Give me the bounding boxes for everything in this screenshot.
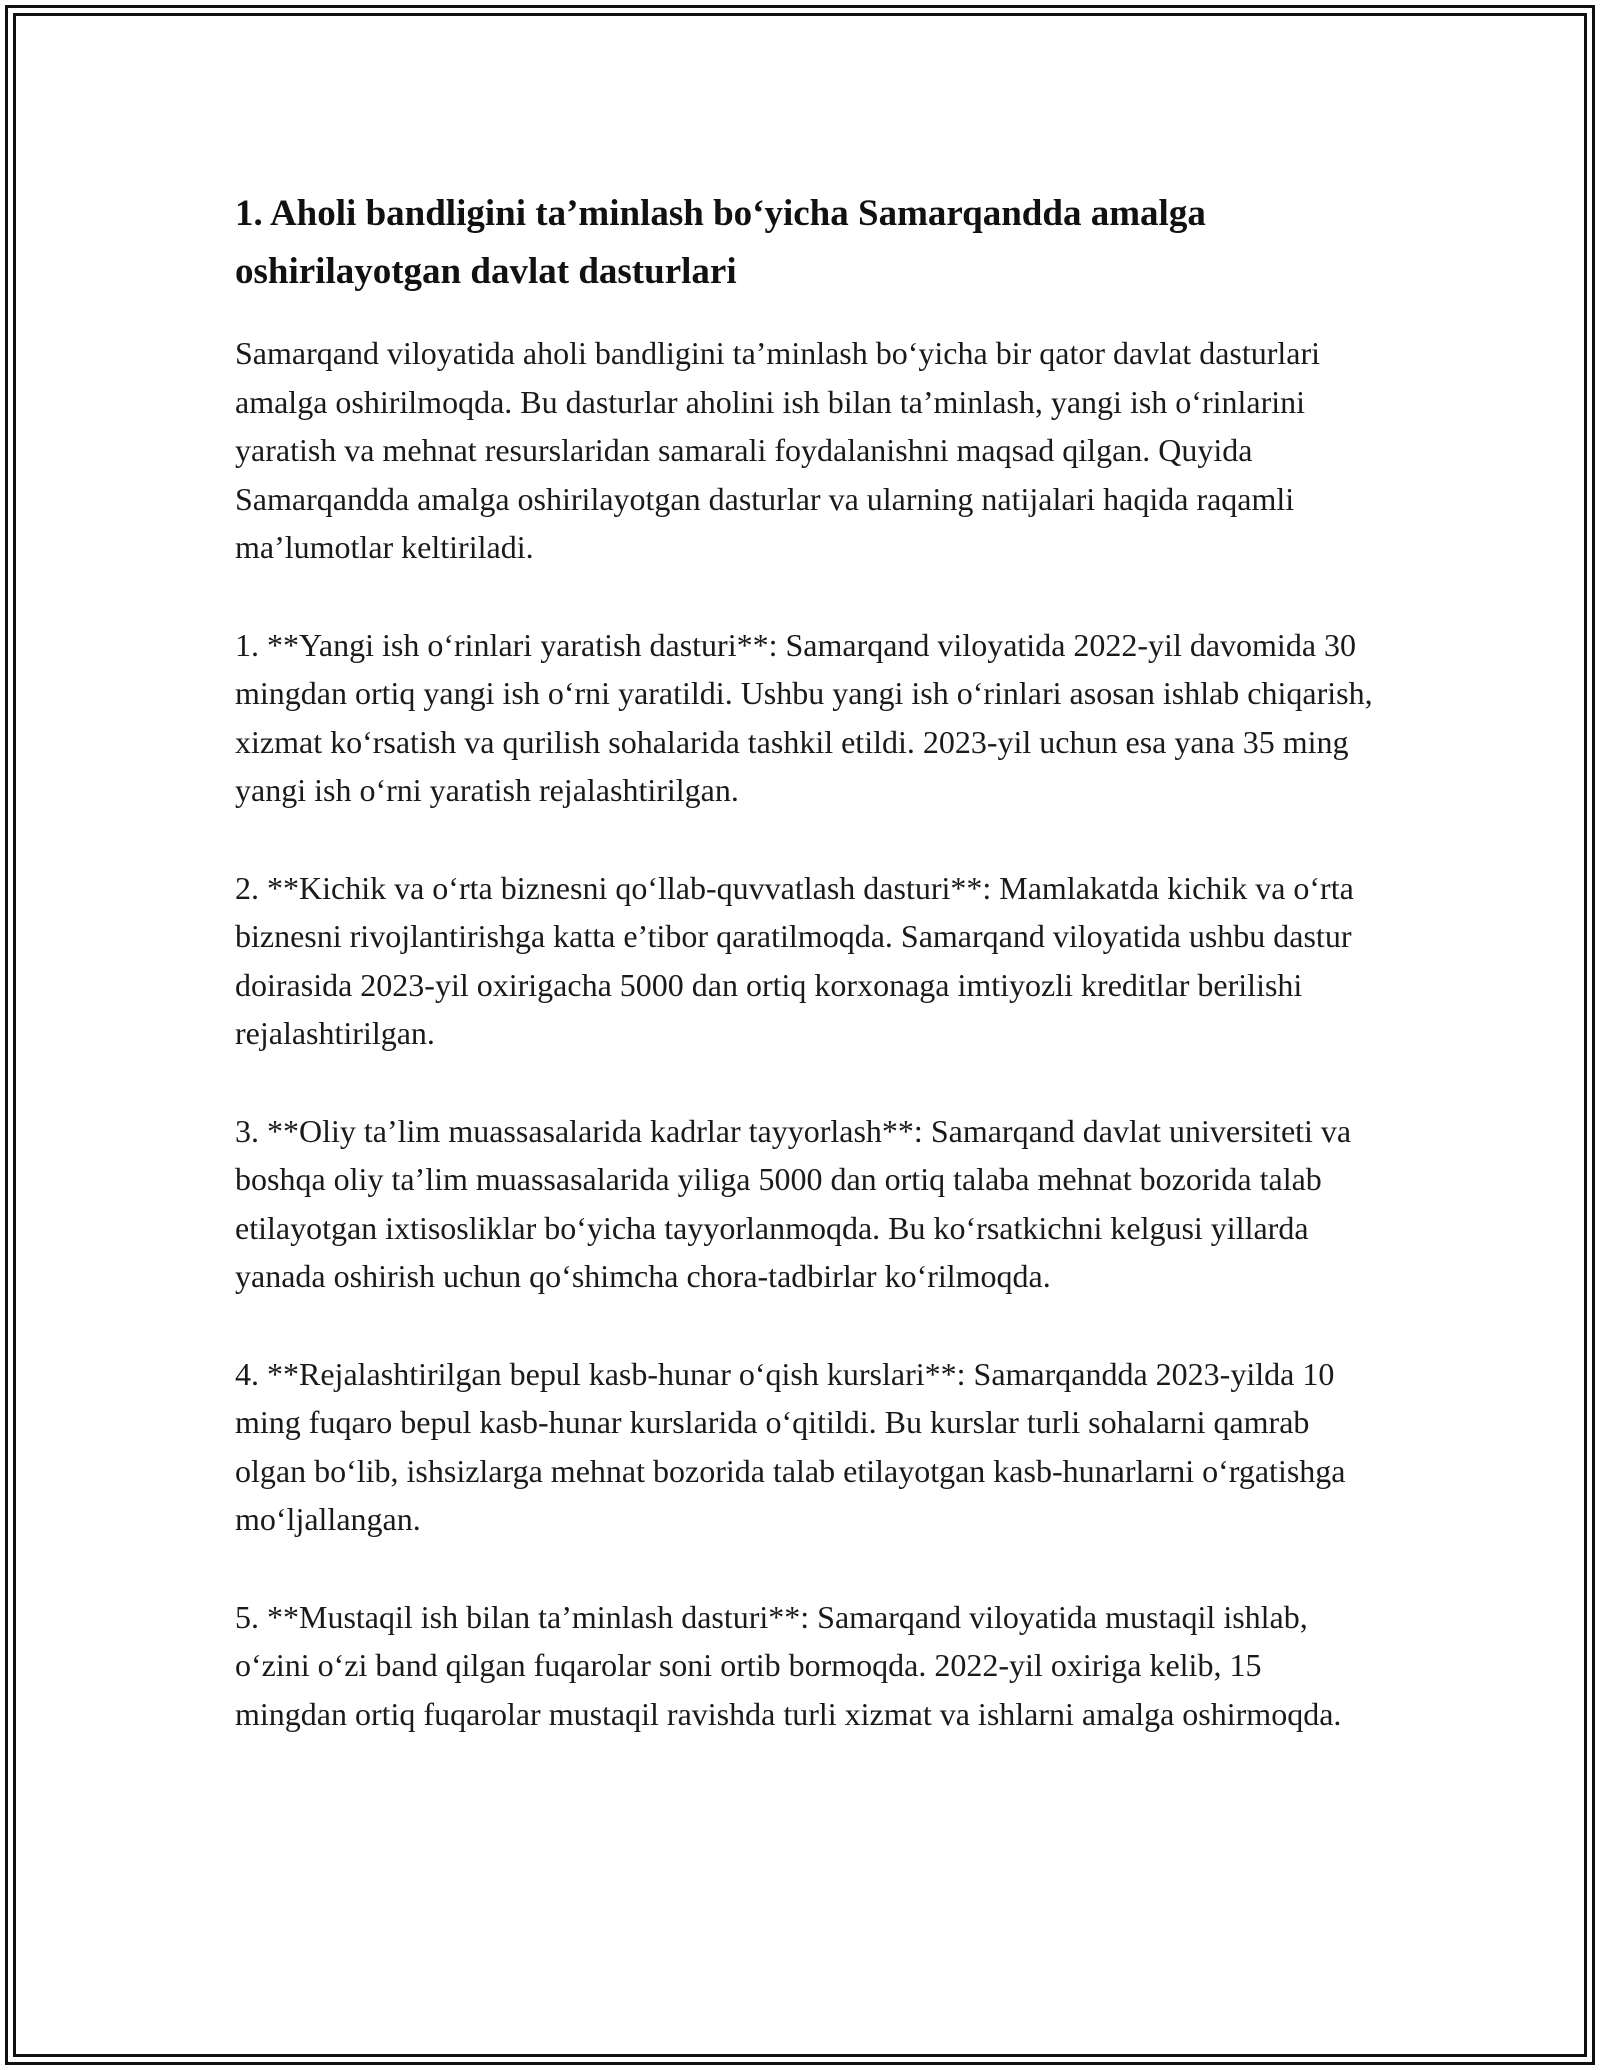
document-body bbox=[235, 185, 1375, 1738]
section-title: 1. Aholi bandligini ta’minlash bo‘yicha Samarqandda amalga oshirilayotgan davlat dasturlari bbox=[235, 193, 1206, 292]
intro-paragraph: Samarqand viloyatida aholi bandligini ta’minlash bo‘yicha bir qator davlat dasturlari amalga oshirilmoqda. Bu dasturlar aholini ish bilan ta’minlash, yangi ish o‘rinlarini yaratish va mehnat resurslaridan samarali foydalanishni maqsad qilgan. Quyida Samarqandda amalga oshirilayotgan dasturlar va ularning natijalari haqida raqamli ma’lumotlar keltiriladi. bbox=[235, 335, 1321, 565]
list-item-higher-education-program: 3. **Oliy ta’lim muassasalarida kadrlar tayyorlash**: Samarqand davlat universiteti va boshqa oliy ta’lim muassasalarida yiliga 5000 dan ortiq talaba mehnat bozorida talab etilayotgan ixtisosliklar bo‘yicha tayyorlanmoqda. Bu ko‘rsatkichni kelgusi yillarda yanada oshirish uchun qo‘shimcha chora-tadbirlar ko‘rilmoqda. bbox=[235, 1112, 1352, 1294]
list-item-self-employment-program: 5. **Mustaqil ish bilan ta’minlash dasturi**: Samarqand viloyatida mustaqil ishlab, o‘zini o‘zi band qilgan fuqarolar soni ortib bormoqda. 2022-yil oxiriga kelib, 15 mingdan ortiq fuqarolar mustaqil ravishda turli xizmat va ishlarni amalga oshirmoqda. bbox=[235, 1598, 1342, 1732]
list-item-vocational-courses-program: 4. **Rejalashtirilgan bepul kasb-hunar o‘qish kurslari**: Samarqandda 2023-yilda 10 ming fuqaro bepul kasb-hunar kurslarida o‘qitildi. Bu kurslar turli sohalarni qamrab olgan bo‘lib, ishsizlarga mehnat bozorida talab etilayotgan kasb-hunarlarni o‘rgatishga mo‘ljallangan. bbox=[235, 1355, 1346, 1537]
list-item-new-jobs-program: 1. **Yangi ish o‘rinlari yaratish dasturi**: Samarqand viloyatida 2022-yil davomida 30 mingdan ortiq yangi ish o‘rni yaratildi. Ushbu yangi ish o‘rinlari asosan ishlab chiqarish, xizmat ko‘rsatish va qurilish sohalarida tashkil etildi. 2023-yil uchun esa yana 35 ming yangi ish o‘rni yaratish rejalashtirilgan. bbox=[235, 626, 1373, 808]
list-item-small-business-program: 2. **Kichik va o‘rta biznesni qo‘llab-quvvatlash dasturi**: Mamlakatda kichik va o‘rta biznesni rivojlantirishga katta e’tibor qaratilmoqda. Samarqand viloyatida ushbu dastur doirasida 2023-yil oxirigacha 5000 dan ortiq korxonaga imtiyozli kreditlar berilishi rejalashtirilgan. bbox=[235, 869, 1354, 1051]
